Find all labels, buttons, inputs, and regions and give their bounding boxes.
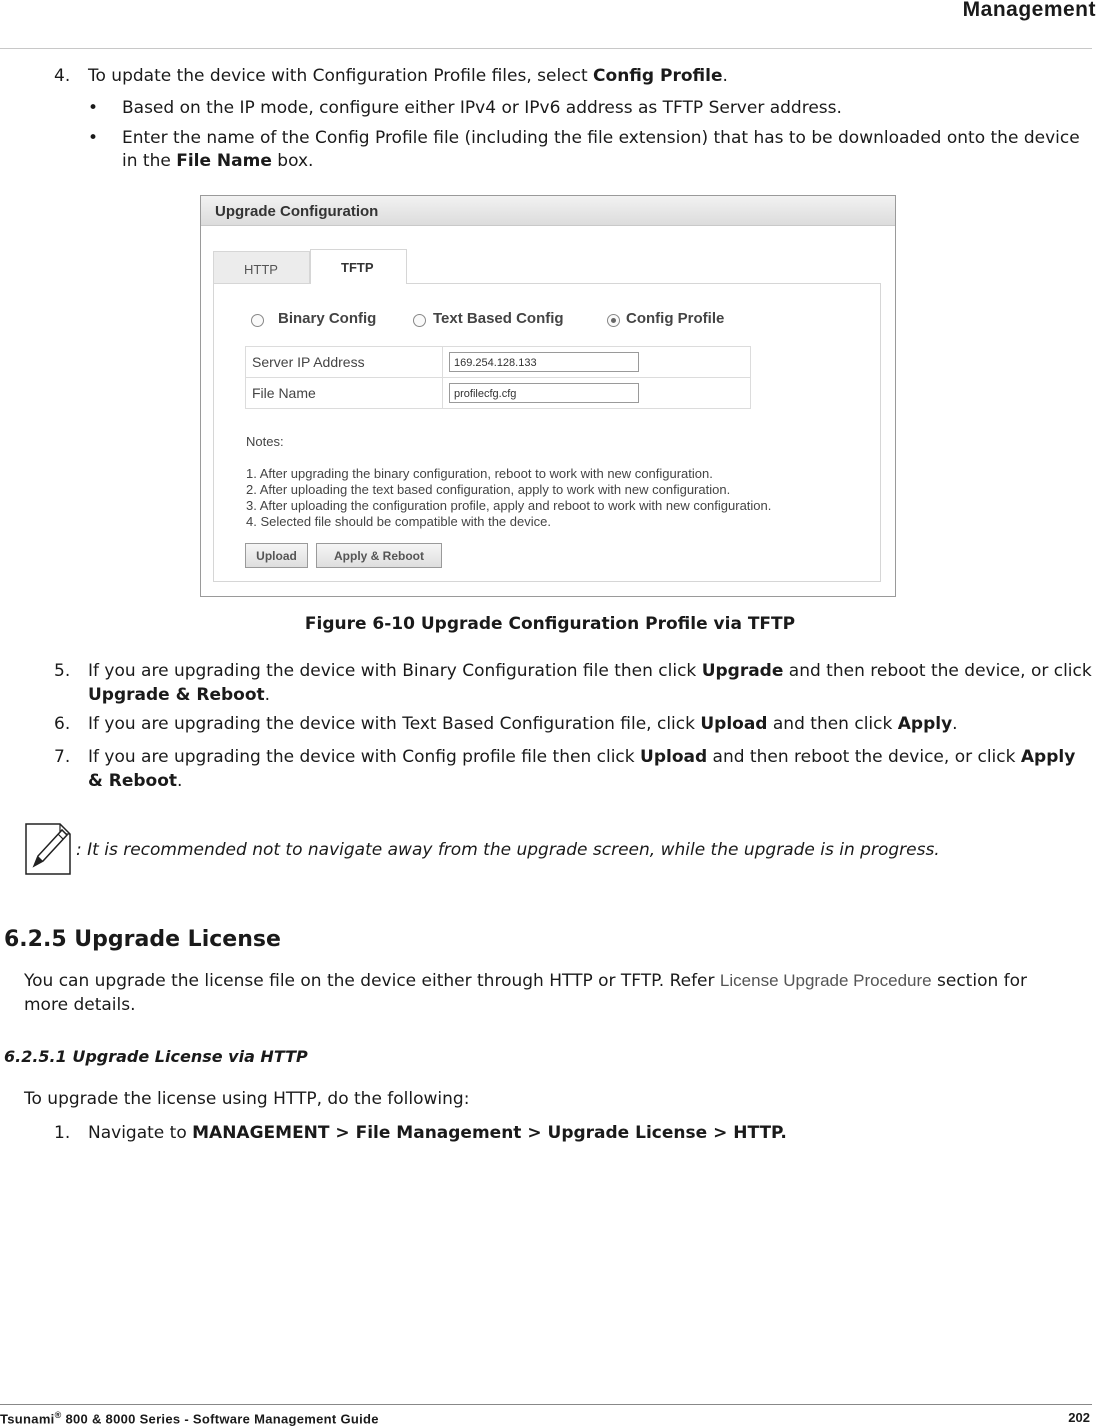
note-text: : It is recommended not to navigate away from the upgrade screen, while the upgrade is in progress. [76, 840, 940, 860]
page-number: 202 [1068, 1410, 1090, 1425]
tftp-tab-panel [213, 283, 881, 582]
note-item: 4. Selected file should be compatible with the device. [246, 514, 551, 529]
step-6-text: If you are upgrading the device with Text Based Configuration file, click Upload and then click Apply. [88, 714, 958, 734]
step-4-text: To update the device with Configuration Profile files, select Config Profile. [88, 66, 728, 86]
pencil-note-icon [24, 820, 72, 876]
step-5-continuation: Upgrade & Reboot. [88, 685, 271, 705]
license-upgrade-procedure-link[interactable]: License Upgrade Procedure [719, 971, 932, 990]
step-7-continuation: & Reboot. [88, 771, 183, 791]
upgrade-configuration-screenshot [200, 195, 896, 597]
radio-button-icon [413, 314, 426, 327]
tab-tftp-label: TFTP [341, 260, 374, 275]
bullet-2-continuation: in the File Name box. [122, 151, 314, 171]
step-7-number: 7. [54, 747, 71, 767]
radio-button-selected-icon [607, 314, 620, 327]
notes-title: Notes: [246, 434, 284, 449]
section-heading: 6.2.5 Upgrade License [4, 927, 281, 952]
running-header: Management [962, 0, 1096, 21]
bullet-1-text: Based on the IP mode, configure either IPv4 or IPv6 address as TFTP Server address. [122, 98, 842, 118]
subsection-intro: To upgrade the license using HTTP, do the following: [24, 1089, 470, 1109]
section-paragraph-continuation: more details. [24, 995, 136, 1015]
step-4-number: 4. [54, 66, 71, 86]
server-ip-label: Server IP Address [246, 347, 443, 378]
table-row [246, 347, 751, 378]
server-ip-input[interactable]: 169.254.128.133 [449, 352, 639, 372]
bullet-marker: • [88, 98, 99, 118]
note-item: 1. After upgrading the binary configuration, reboot to work with new configuration. [246, 466, 713, 481]
step-7-text: If you are upgrading the device with Config profile file then click Upload and then reboot the device, or click Apply [88, 747, 1076, 767]
tftp-form-table [245, 346, 751, 409]
notes-list [246, 466, 771, 530]
bullet-2-text: Enter the name of the Config Profile file (including the file extension) that has to be downloaded onto the device [122, 128, 1080, 148]
subsection-heading: 6.2.5.1 Upgrade License via HTTP [4, 1047, 308, 1066]
tab-http[interactable] [213, 251, 310, 284]
header-rule [0, 48, 1092, 49]
radio-button-icon [251, 314, 264, 327]
figure-caption: Figure 6-10 Upgrade Configuration Profile via TFTP [304, 614, 796, 634]
upload-button[interactable]: Upload [245, 543, 308, 568]
bullet-marker: • [88, 128, 99, 148]
radio-config-profile-label: Config Profile [626, 310, 725, 327]
tab-tftp[interactable] [310, 249, 407, 284]
footer-doc-title: Tsunami® 800 & 8000 Series - Software Management Guide [0, 1410, 379, 1427]
step-5-text: If you are upgrading the device with Binary Configuration file then click Upgrade and then reboot the device, or click [88, 661, 1092, 681]
radio-binary-config-label: Binary Config [278, 310, 377, 327]
tab-http-label: HTTP [244, 262, 278, 277]
table-row [246, 378, 751, 409]
file-name-label: File Name [246, 378, 443, 409]
footer-rule [0, 1404, 1092, 1405]
note-item: 3. After uploading the configuration profile, apply and reboot to work with new configuration. [246, 498, 772, 513]
step-6-number: 6. [54, 714, 71, 734]
apply-reboot-button[interactable]: Apply & Reboot [316, 543, 442, 568]
substep-1-number: 1. [54, 1123, 71, 1143]
substep-1-text: Navigate to MANAGEMENT > File Management > Upgrade License > HTTP. [88, 1123, 787, 1143]
panel-titlebar [201, 196, 895, 226]
panel-title: Upgrade Configuration [215, 203, 379, 220]
server-ip-cell [443, 347, 751, 378]
file-name-cell [443, 378, 751, 409]
step-5-number: 5. [54, 661, 71, 681]
file-name-input[interactable]: profilecfg.cfg [449, 383, 639, 403]
section-paragraph: You can upgrade the license file on the device either through HTTP or TFTP. Refer License Upgrade Procedure section for [24, 971, 1028, 991]
radio-text-based-config-label: Text Based Config [433, 310, 564, 327]
note-item: 2. After uploading the text based configuration, apply to work with new configuration. [246, 482, 731, 497]
